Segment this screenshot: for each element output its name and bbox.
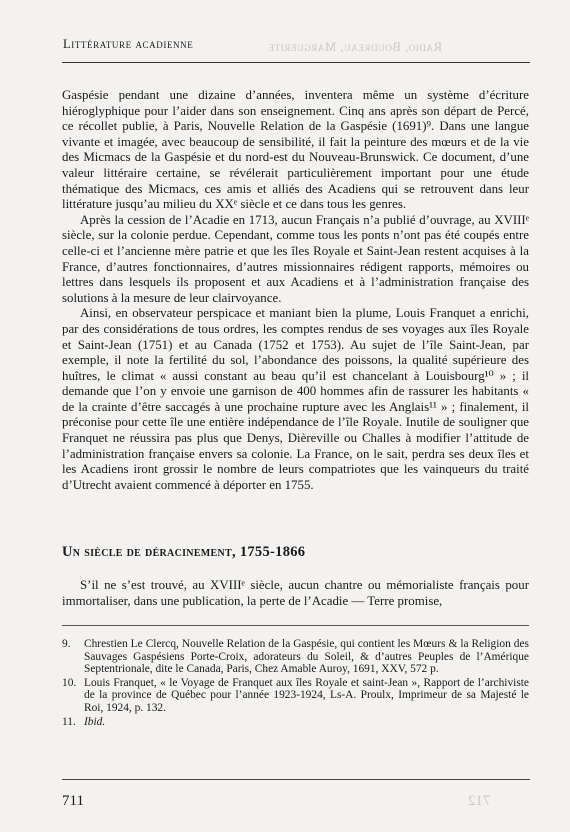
footnote-number: 11. xyxy=(62,715,76,728)
section-paragraph: S’il ne s’est trouvé, au XVIIIᵉ siècle, aucun chantre ou mémorialiste français pour immortaliser, dans une publication, la perte de l’Acadie — Terre promise, xyxy=(62,578,529,608)
body-text xyxy=(62,88,529,493)
bleed-through-page-number: 712 xyxy=(468,793,491,809)
paragraph-2: Après la cession de l’Acadie en 1713, aucun Français n’a publié d’ouvrage, au XVIIIᵉ siècle, sur la colonie perdue. Cependant, comme tous les ponts n’ont pas été coupés entre celle-ci et l’ancienne mère patrie et que les îles Royale et Saint-Jean restent acquises à la France, d’autres fonctionnaires, d’autres missionnaires rédigent rapports, mémoires ou lettres dans lesquels ils proposent et aux Acadiens et à l’administration française des solutions à la mesure de leur clairvoyance. xyxy=(62,212,529,305)
footnote-9 xyxy=(62,638,529,676)
footnote-text: Chrestien Le Clercq, Nouvelle Relation de la Gaspésie, qui contient les Mœurs & la Religion des Sauvages Gaspésiens Porte-Croix, adorateurs du Soleil, & d’autres Peuples de l’Amérique Septentrionale, dite le Canada, Paris, Chez Amable Auroy, 1691, XXV, 572 p. xyxy=(84,638,529,676)
footnote-text: Ibid. xyxy=(84,715,106,728)
footnote-text: Louis Franquet, « le Voyage de Franquet aux îles Royale et saint-Jean », Rapport de l’archiviste de la province de Québec pour l’année 1923-1924, Ls-A. Proulx, Imprimeur de sa Majesté le Roi, 1924, p. 132. xyxy=(84,676,529,714)
footnote-rule xyxy=(62,625,529,626)
section-title: Un siècle de déracinement, 1755-1866 xyxy=(62,544,306,560)
bottom-rule xyxy=(62,779,530,780)
paragraph-3: Ainsi, en observateur perspicace et maniant bien la plume, Louis Franquet a enrichi, par des considérations de tous ordres, les comptes rendus de ses voyages aux îles Royale et Saint-Jean (1751) et au Canada (1752 et 1753). Au sujet de l’île Saint-Jean, par exemple, il note la fertilité du sol, l’abondance des poissons, la qualité supérieure des huîtres, le climat « aussi constant au beau qu’il est chancelant à Louisbourg¹⁰ » ; il demande que l’on y envoie une garnison de 400 hommes afin de rassurer les habitants « de la crainte d’être saccagés à une prochaine rupture avec les Anglais¹¹ » ; finalement, il préconise pour cette île une entière indépendance de l’île Royale. Inutile de souligner que Franquet ne réussira pas plus que Denys, Dièreville ou Challes à modifier l’attitude de l’administration française envers sa colonie. La France, on le sait, perdra ses deux îles et les Acadiens iront grossir le nombre de leurs compatriotes que les vainqueurs du traité d’Utrecht avaient commencé à déporter en 1755. xyxy=(62,306,529,492)
bleed-through-running-head: Radio, Boudreau, Marguerite xyxy=(268,40,442,54)
footnote-11 xyxy=(62,716,529,729)
running-head: Littérature acadienne xyxy=(63,37,194,51)
footnote-number: 9. xyxy=(62,638,71,650)
header-rule xyxy=(62,62,530,63)
footnote-number: 10. xyxy=(62,676,77,689)
footnote-10 xyxy=(62,677,529,715)
page-number: 711 xyxy=(62,793,84,809)
footnotes xyxy=(62,638,529,729)
paragraph-1: Gaspésie pendant une dizaine d’années, inventera même un système d’écriture hiéroglyphique pour l’aider dans son enseignement. Cinq ans après son départ de Percé, ce récollet publie, à Paris, Nouvelle Relation de la Gaspésie (1691)⁹. Dans une langue vivante et imagée, avec beaucoup de sensibilité, il fait la peinture des mœurs et de la vie des Micmacs de la Gaspésie et du nord-est du Nouveau-Brunswick. Ce document, d’une valeur littéraire certaine, se révélerait particulièrement important pour une étude thématique des Micmacs, ces amis et alliés des Acadiens qui se retrouvent dans leur littérature jusqu’au milieu du XXᵉ siècle et ce dans tous les genres. xyxy=(62,88,529,212)
